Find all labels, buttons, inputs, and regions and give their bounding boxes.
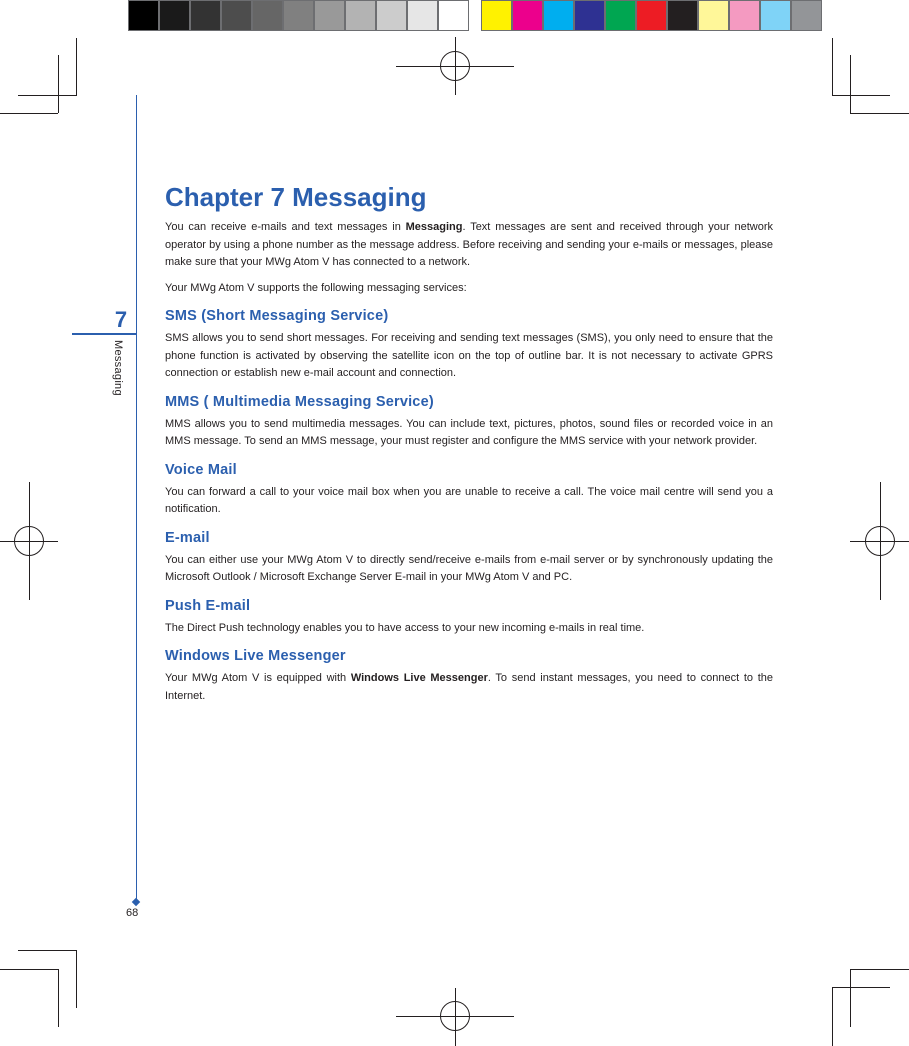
intro-paragraph: You can receive e-mails and text messages in Messaging. Text messages are sent and received through your network operator by using a phone number as the message address. Before receiving and sending your e-mails or messages, please make sure that your MWg Atom V has connected to a network.	[165, 221, 773, 268]
diamond-icon	[132, 898, 140, 906]
section-body-voicemail: You can forward a call to your voice mail box when you are unable to receive a call. The voice mail centre will send you a notification.	[165, 485, 773, 515]
section-body-mms: MMS allows you to send multimedia messages. You can include text, pictures, photos, sound files or recorded voice in an MMS message. To send an MMS message, your must register and configure the MMS service with your network provider.	[165, 417, 773, 447]
color-swatch	[574, 0, 605, 31]
section-body-sms: SMS allows you to send short messages. For receiving and sending text messages (SMS), you only need to ensure that the phone function is activated by observing the satellite icon on the top of outline bar. It is not necessary to activate GPRS connection or establish new e-mail account and connection.	[165, 332, 773, 379]
crop-mark	[850, 55, 851, 113]
color-swatch	[128, 0, 159, 31]
color-swatch	[667, 0, 698, 31]
color-calibration-bar	[128, 0, 822, 31]
color-swatch	[791, 0, 822, 31]
crop-mark	[18, 95, 76, 96]
color-swatch	[636, 0, 667, 31]
color-swatch	[543, 0, 574, 31]
page-content	[165, 181, 773, 713]
registration-mark	[440, 51, 470, 81]
color-swatch	[314, 0, 345, 31]
crop-mark	[0, 113, 58, 114]
crop-mark	[850, 969, 909, 970]
crop-mark	[832, 987, 890, 988]
sidebar-rule	[136, 95, 137, 902]
crop-mark	[18, 950, 76, 951]
crop-mark	[832, 38, 833, 96]
color-swatch	[438, 0, 469, 31]
crop-mark	[76, 950, 77, 1008]
services-intro: Your MWg Atom V supports the following messaging services:	[165, 281, 467, 294]
color-swatch	[407, 0, 438, 31]
crop-mark	[832, 987, 833, 1046]
page-title: Chapter 7 Messaging	[165, 182, 427, 212]
page-number: 68	[126, 907, 139, 919]
crop-mark	[0, 969, 58, 970]
grayscale-swatches	[128, 0, 469, 31]
chapter-tab-number: 7	[114, 307, 128, 332]
section-heading-email: E-mail	[165, 529, 210, 546]
color-swatch	[512, 0, 543, 31]
color-swatch	[345, 0, 376, 31]
section-body-email: You can either use your MWg Atom V to directly send/receive e-mails from e-mail server or by synchronously updating the Microsoft Outlook / Microsoft Exchange Server E-mail in your MWg Atom V and PC.	[165, 553, 773, 583]
section-heading-voicemail: Voice Mail	[165, 461, 237, 478]
color-swatch	[698, 0, 729, 31]
section-heading-mms: MMS ( Multimedia Messaging Service)	[165, 393, 434, 410]
crop-mark	[58, 969, 59, 1027]
color-swatch	[760, 0, 791, 31]
registration-mark	[14, 526, 44, 556]
color-swatch	[729, 0, 760, 31]
color-swatch	[605, 0, 636, 31]
section-body-wlm: Your MWg Atom V is equipped with Windows Live Messenger. To send instant messages, you need to connect to the Internet.	[165, 672, 773, 702]
color-swatch	[481, 0, 512, 31]
color-swatches	[481, 0, 822, 31]
color-swatch	[252, 0, 283, 31]
chapter-tab-label: Messaging	[112, 340, 124, 396]
section-body-push: The Direct Push technology enables you to have access to your new incoming e-mails in real time.	[165, 621, 645, 634]
crop-mark	[58, 55, 59, 113]
crop-mark	[850, 969, 851, 1027]
color-swatch	[376, 0, 407, 31]
color-swatch	[221, 0, 252, 31]
registration-mark	[865, 526, 895, 556]
crop-mark	[850, 113, 909, 114]
section-heading-wlm: Windows Live Messenger	[165, 648, 346, 664]
color-swatch	[283, 0, 314, 31]
section-heading-sms: SMS (Short Messaging Service)	[165, 308, 389, 324]
chapter-tab-rule	[72, 333, 136, 335]
crop-mark	[76, 38, 77, 96]
color-swatch	[190, 0, 221, 31]
color-swatch	[159, 0, 190, 31]
section-heading-push: Push E-mail	[165, 597, 251, 614]
registration-mark	[440, 1001, 470, 1031]
crop-mark	[832, 95, 890, 96]
